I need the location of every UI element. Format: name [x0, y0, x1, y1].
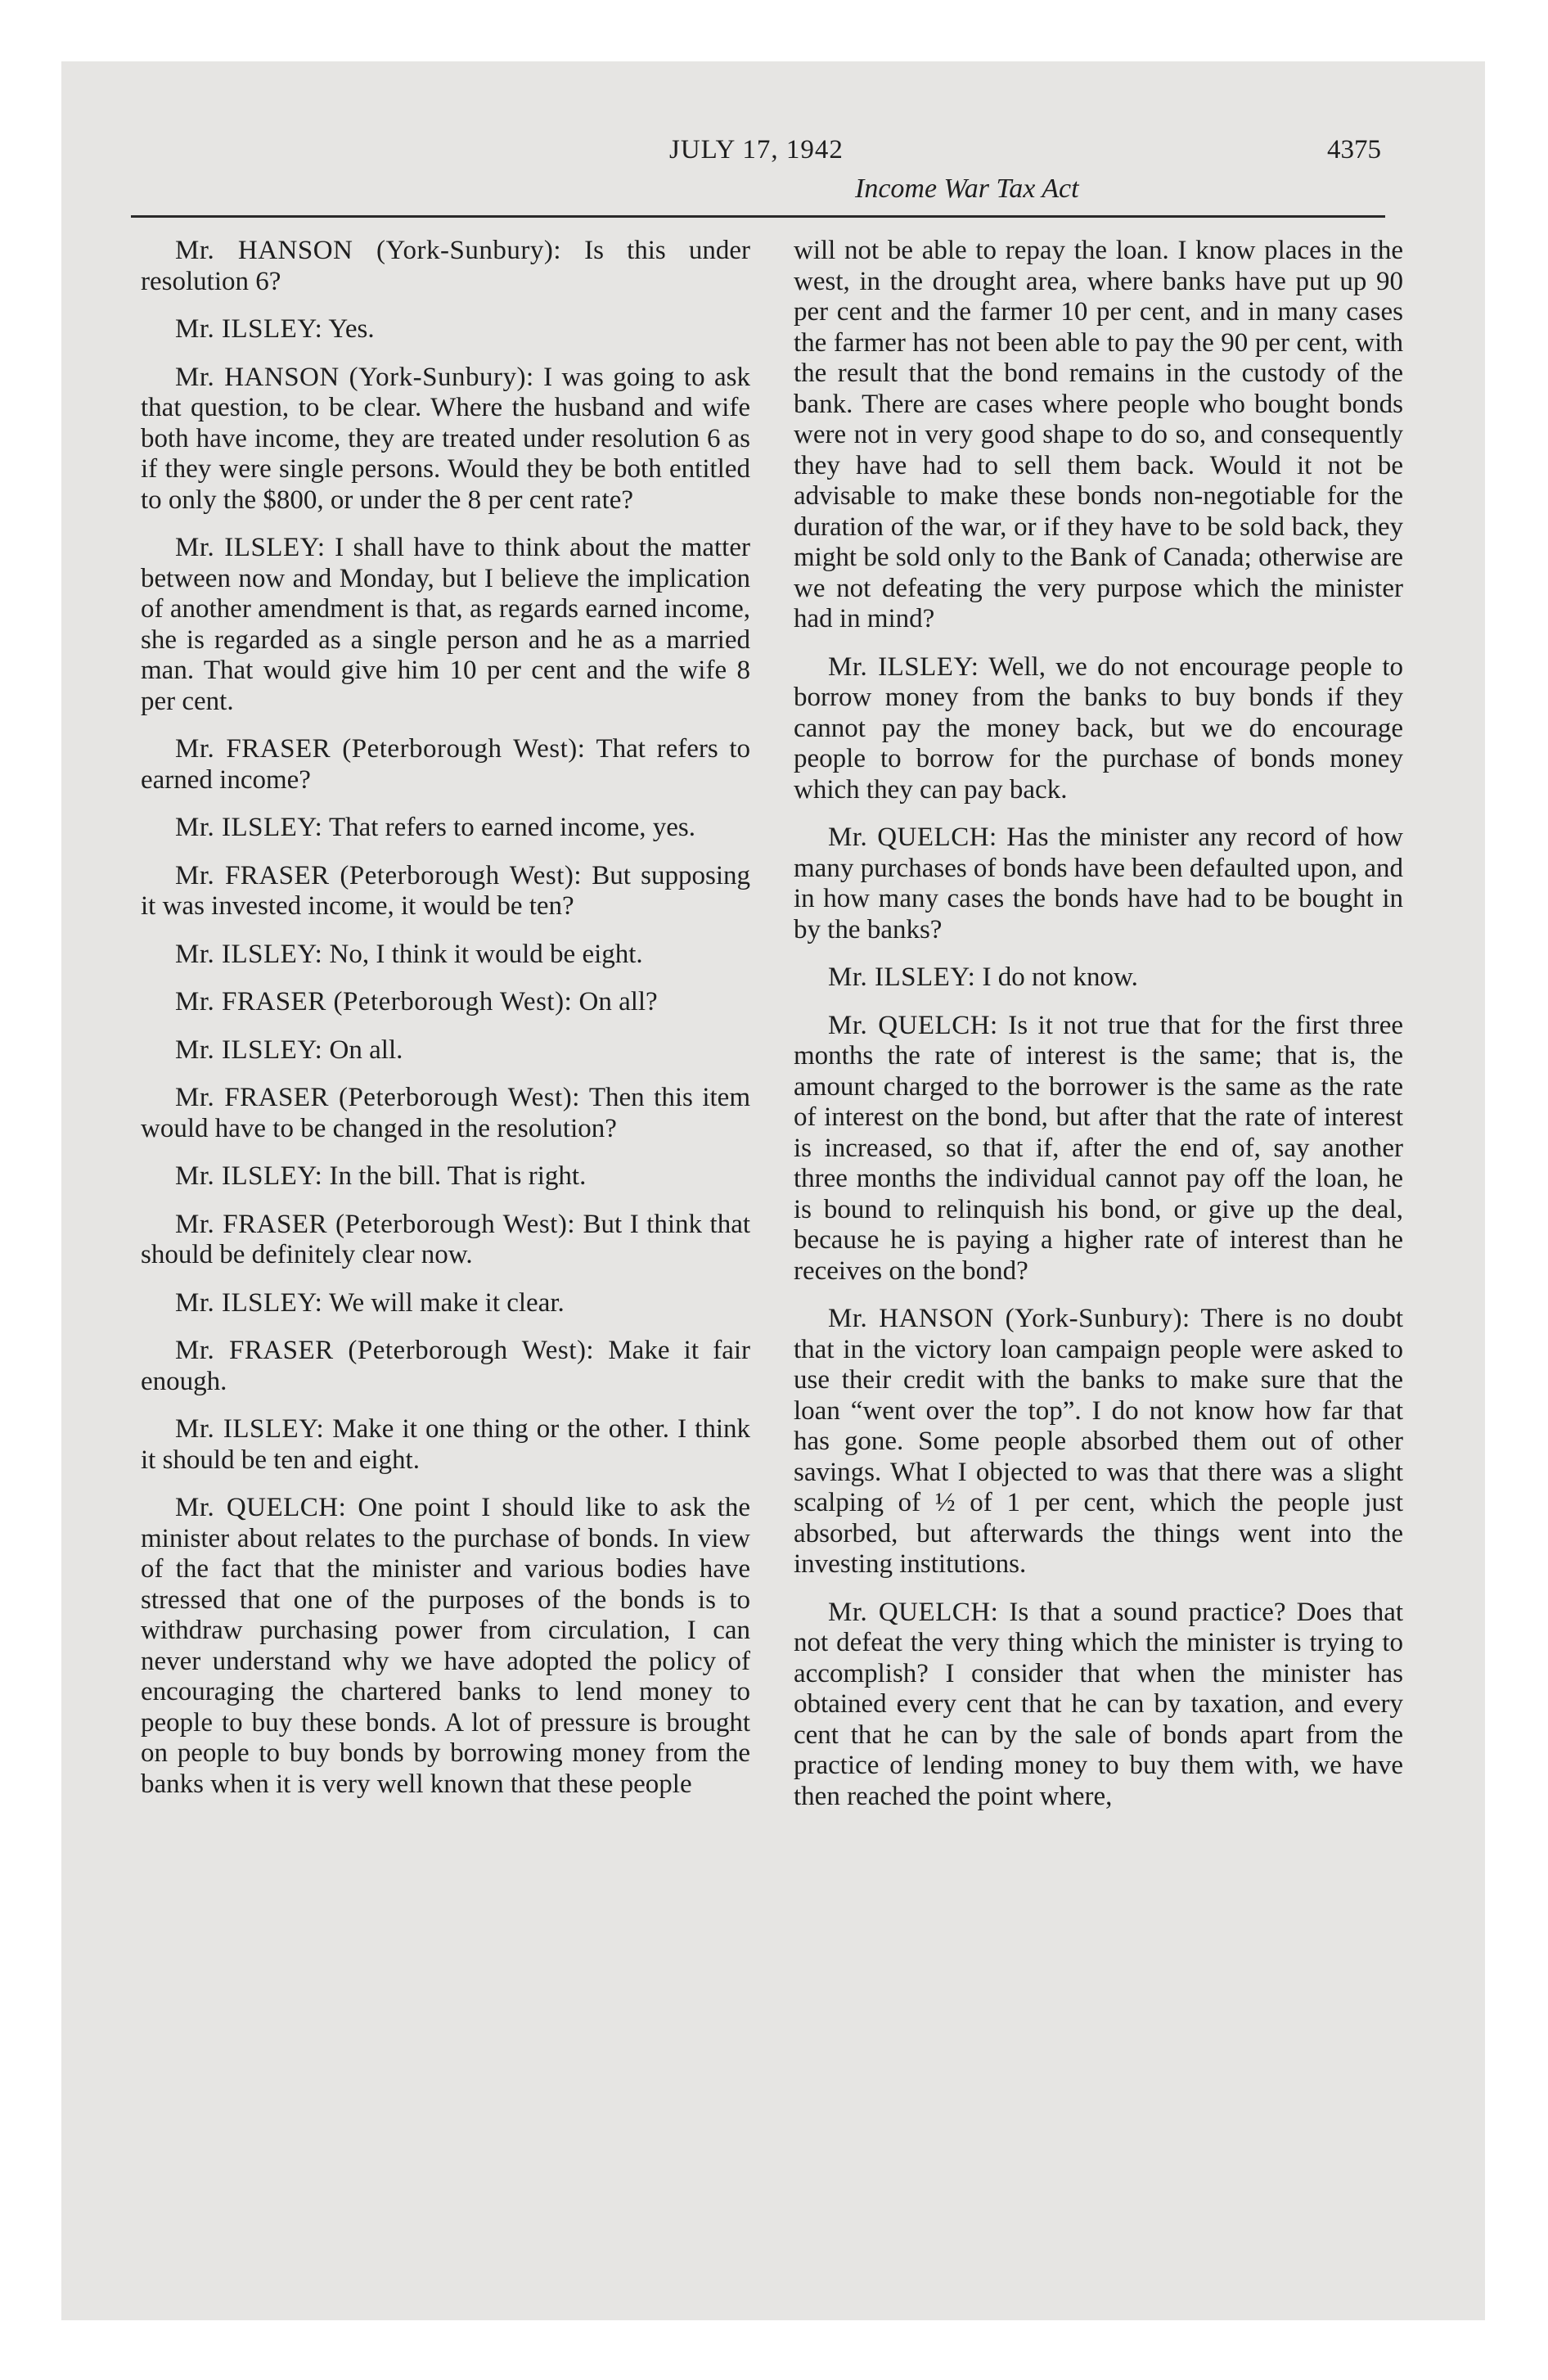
speaker-name: Mr. HANSON (York-Sunbury):: [175, 362, 534, 392]
speaker-name: Mr. FRASER (Peterborough West):: [175, 860, 583, 890]
paragraph-text: But supposing it was invested income, it would be ten?: [141, 860, 751, 921]
header-date: JULY 17, 1942: [669, 135, 844, 165]
paragraph-text: On all?: [578, 987, 658, 1016]
paragraph: [141, 1161, 750, 1192]
paragraph-text: I was going to ask that question, to be clear. Where the husband and wife both have income, they are treated under resolution 6 as if they were single persons. Would they be both entitled to only the $800, or under the 8 per cent rate?: [141, 362, 751, 515]
paragraph: [141, 1414, 750, 1476]
paragraph: [141, 987, 750, 1018]
paragraph: [794, 962, 1403, 994]
paragraph: [141, 533, 750, 717]
paragraph-text: Is this under resolution 6?: [141, 236, 750, 296]
speaker-name: Mr. ILSLEY:: [175, 939, 323, 969]
paragraph: [141, 236, 750, 297]
speaker-name: Mr. FRASER (Peterborough West):: [175, 987, 573, 1016]
right-column: [794, 236, 1403, 1829]
paragraph: [794, 823, 1403, 945]
speaker-name: Mr. ILSLEY:: [175, 1414, 325, 1444]
paragraph-text: Yes.: [328, 314, 375, 344]
paragraph: [141, 314, 750, 345]
page-header: [0, 0, 1548, 213]
speaker-name: Mr. FRASER (Peterborough West):: [175, 1336, 595, 1365]
paragraph: [141, 1336, 750, 1397]
paragraph-text: Has the minister any record of how many purchases of bonds have been defaulted upon, and in how many cases the bonds have had to be bought in by the banks?: [794, 823, 1404, 944]
speaker-name: Mr. HANSON (York-Sunbury):: [175, 236, 561, 265]
speaker-name: Mr. ILSLEY:: [175, 1034, 323, 1065]
paragraph: [141, 1083, 750, 1144]
paragraph: [141, 1210, 750, 1271]
header-title: Income War Tax Act: [855, 174, 1079, 204]
paragraph-text: Is that a sound practice? Does that not defeat the very thing which the minister is trying to accomplish? I consider that when the minister has obtained every cent that he can by taxation, and every cent that he can by the sale of bonds apart from the practice of lending money to buy them with, we have then reached the point where,: [794, 1597, 1404, 1811]
speaker-name: Mr. FRASER (Peterborough West):: [175, 1209, 575, 1239]
paragraph-text: We will make it clear.: [328, 1287, 565, 1318]
speaker-name: Mr. FRASER (Peterborough West):: [175, 734, 586, 764]
paragraph-text: Then this item would have to be changed in the resolution?: [141, 1083, 751, 1143]
paragraph: [141, 734, 750, 796]
paragraph: [141, 363, 750, 516]
paragraph: [141, 813, 750, 844]
paragraph: [794, 652, 1403, 806]
speaker-name: Mr. QUELCH:: [828, 823, 997, 852]
paragraph-text: Well, we do not encourage people to borrow money from the banks to buy bonds if they cannot pay the money back, but we do encourage people to borrow for the purchase of bonds money which they can pay back.: [794, 651, 1404, 805]
paragraph-text: That refers to earned income?: [141, 734, 751, 795]
paragraph: [141, 861, 750, 922]
paragraph-text: There is no doubt that in the victory loan campaign people were asked to use their credit with the banks to make sure that the loan “went over the top”. I do not know how far that has gone. Some people absorbed them out of other savings. What I objected to was that there was a slight scalping of ½ of 1 per cent, which the people just absorbed, but afterwards the things went into the investing institutions.: [794, 1304, 1403, 1579]
speaker-name: Mr. ILSLEY:: [175, 1161, 323, 1191]
paragraph-text: will not be able to repay the loan. I know places in the west, in the drought area, where banks have put up 90 per cent and the farmer 10 per cent, and in many cases the farmer has not been able to pay the 90 per cent, with the result that the bond remains in the custody of the bank. There are cases where people who bought bonds were not in very good shape to do so, and consequently they have had to sell them back. Would it not be advisable to make these bonds non-negotiable for the duration of the war, or if they have to be sold back, they might be sold only to the Bank of Canada; otherwise are we not defeating the very purpose which the minister had in mind?: [794, 236, 1403, 633]
paragraph: [794, 1598, 1403, 1813]
paragraph-text: On all.: [329, 1034, 403, 1065]
page-number: 4375: [1327, 135, 1381, 165]
speaker-name: Mr. ILSLEY:: [828, 962, 976, 992]
paragraph: [794, 1011, 1403, 1287]
speaker-name: Mr. QUELCH:: [828, 1010, 998, 1040]
speaker-name: Mr. ILSLEY:: [828, 651, 979, 682]
paragraph-text: In the bill. That is right.: [329, 1161, 587, 1191]
speaker-name: Mr. ILSLEY:: [175, 813, 323, 842]
paragraph-text: Make it one thing or the other. I think it should be ten and eight.: [141, 1414, 751, 1475]
paragraph-text: One point I should like to ask the minister about relates to the purchase of bonds. In view of the fact that the minister and various bodies have stressed that one of the purposes of the bonds is to withdraw purchasing power from circulation, I can never understand why we have adopted the policy of encouraging the chartered banks to lend money to people to buy these bonds. A lot of pressure is brought on people to buy bonds by borrowing money from the banks when it is very well known that these people: [141, 1493, 751, 1799]
left-column: [141, 236, 750, 1817]
speaker-name: Mr. ILSLEY:: [175, 1287, 323, 1318]
paragraph: [141, 1035, 750, 1066]
speaker-name: Mr. FRASER (Peterborough West):: [175, 1083, 580, 1112]
paragraph-text: No, I think it would be eight.: [329, 939, 643, 969]
paragraph-text: But I think that should be definitely clear now.: [141, 1209, 751, 1269]
paragraph-text: I shall have to think about the matter between now and Monday, but I believe the implication of another amendment is that, as regards earned income, she is regarded as a single person and he as a married man. That would give him 10 per cent and the wife 8 per cent.: [141, 533, 750, 716]
paragraph: [141, 1493, 750, 1800]
paragraph-text: Make it fair enough.: [141, 1336, 751, 1396]
speaker-name: Mr. ILSLEY:: [175, 533, 326, 562]
speaker-name: Mr. HANSON (York-Sunbury):: [828, 1304, 1190, 1333]
paragraph-continued: [794, 236, 1403, 635]
speaker-name: Mr. QUELCH:: [175, 1493, 347, 1522]
header-rule: [131, 215, 1385, 218]
paragraph: [141, 940, 750, 971]
paragraph-text: Is it not true that for the first three months the rate of interest is the same; that is, the amount charged to the borrower is the same as the rate of interest on the bond, but after that the rate of interest is increased, so that if, after the end of, say another three months the individual cannot pay off the loan, he is bound to relinquish his bond, or give up the deal, because he is paying a higher rate of interest than he receives on the bond?: [794, 1010, 1404, 1286]
speaker-name: Mr. QUELCH:: [828, 1597, 999, 1627]
paragraph-text: I do not know.: [982, 962, 1138, 992]
speaker-name: Mr. ILSLEY:: [175, 314, 323, 344]
paragraph: [794, 1304, 1403, 1580]
paragraph: [141, 1288, 750, 1319]
paragraph-text: That refers to earned income, yes.: [328, 813, 695, 842]
